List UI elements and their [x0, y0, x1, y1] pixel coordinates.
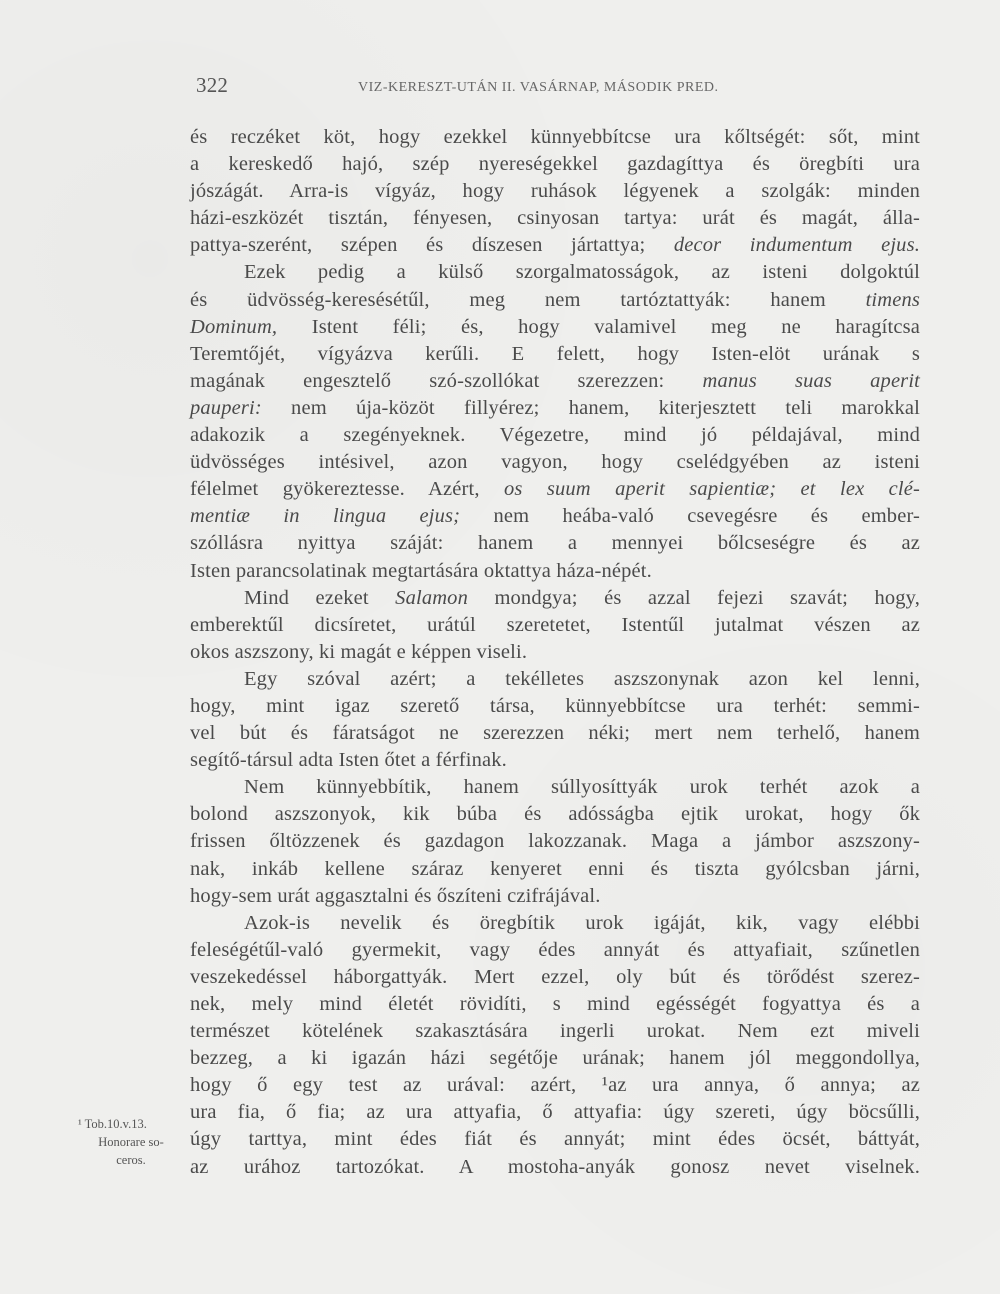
text-line — [190, 639, 920, 666]
text-line — [190, 910, 920, 937]
text-line — [190, 476, 920, 503]
text-run: hogy, mint igaz szerető társa, künnyebbítcse ura terhét: semmi- — [190, 694, 920, 717]
text-line — [190, 991, 920, 1018]
margin-note-line: ¹ Tob.10.v.13. — [78, 1117, 147, 1131]
text-run: frissen őltözzenek és gazdagon lakozzanak. Maga a jámbor aszszony- — [190, 830, 920, 853]
text-run: nem heába-való csevegésre és ember- — [493, 505, 920, 528]
text-line — [190, 937, 920, 964]
text-line — [190, 1126, 920, 1153]
page-header — [190, 73, 912, 97]
text-line — [190, 856, 920, 883]
margin-note — [76, 1115, 186, 1169]
text-line — [190, 287, 920, 314]
text-run: üdvösséges intésivel, azon vagyon, hogy cselédgyében az isteni — [190, 451, 920, 474]
text-line — [190, 747, 920, 774]
text-run: okos aszszony, ki magát e képpen viseli. — [190, 640, 528, 663]
italic-phrase: mentiæ in lingua ejus; — [190, 505, 461, 528]
text-run: szóllásra nyittya száját: hanem a mennyei bőlcseségre és az — [190, 532, 920, 555]
text-run: nak, inkáb kellene száraz kenyeret enni és tiszta gyólcsban járni, — [190, 857, 920, 880]
text-run: Mind ezeket — [244, 586, 369, 609]
text-run: Nem künnyebbítik, hanem súllyosíttyák urok terhét azok a — [244, 776, 920, 799]
text-run: emberektűl dicsíretet, urátúl szeretetet, Istentűl jutalmat vészen az — [190, 613, 920, 636]
text-line — [190, 422, 920, 449]
text-run: feleségétűl-való gyermekit, vagy édes annyát és attyafiait, szűnetlen — [190, 938, 920, 961]
text-run: magának engesztelő szó-szollókat szerezzen: — [190, 369, 665, 392]
body-text — [190, 124, 920, 1181]
text-line — [190, 449, 920, 476]
text-line — [190, 205, 920, 232]
text-run: és üdvösség-keresésétűl, meg nem tartóztattyák: hanem — [190, 288, 826, 311]
text-run: veszekedéssel háborgattyák. Mert ezzel, oly bút és törődést szerez- — [190, 965, 920, 988]
text-run: hogy-sem urát aggasztalni és őszíteni czifrájával. — [190, 884, 601, 907]
text-run: mondgya; és azzal fejezi szavát; hogy, — [494, 586, 920, 609]
text-run: vel bút és fáratságot ne szerezzen néki; mert nem terhelő, hanem — [190, 722, 920, 745]
text-line — [190, 693, 920, 720]
text-line — [190, 232, 920, 259]
text-line — [190, 558, 920, 585]
text-line — [190, 964, 920, 991]
text-run: nem úja-közöt fillyérez; hanem, kiterjesztett teli marokkal — [291, 396, 920, 419]
text-line — [190, 720, 920, 747]
italic-phrase: os suum aperit sapientiæ; et lex clé- — [504, 478, 920, 501]
text-line — [190, 314, 920, 341]
text-line — [190, 774, 920, 801]
text-run: hogy ő egy test az urával: azért, ¹az ura annya, ő annya; az — [190, 1074, 920, 1097]
text-run: az urához tartozókat. A mostoha-anyák gonosz nevet viselnek. — [190, 1155, 920, 1178]
italic-phrase: decor indumentum ejus. — [673, 234, 920, 257]
text-line — [190, 341, 920, 368]
text-line — [190, 585, 920, 612]
text-line — [190, 1099, 920, 1126]
text-run: és reczéket köt, hogy ezekkel künnyebbítcse ura kőltségét: sőt, mint — [190, 126, 920, 148]
text-run: természet kötelének szakasztására ingerli urokat. Nem ezt miveli — [190, 1020, 920, 1043]
text-line — [190, 1154, 920, 1181]
text-line — [190, 883, 920, 910]
italic-phrase: manus suas aperit — [702, 369, 921, 392]
text-line — [190, 1018, 920, 1045]
text-run: adakozik a szegényeknek. Végezetre, mind jó példajával, mind — [190, 424, 920, 447]
text-line — [190, 612, 920, 639]
text-line — [190, 124, 920, 151]
text-line — [190, 178, 920, 205]
text-run: úgy tarttya, mint édes fiát és annyát; mint édes öcsét, báttyát, — [190, 1128, 920, 1151]
text-line — [190, 259, 920, 286]
text-run: bezzeg, a ki igazán házi segétője urának; hanem jól meggondollya, — [190, 1047, 920, 1070]
text-run: Azok-is nevelik és öregbítik urok igáját, kik, vagy elébbi — [244, 911, 920, 934]
margin-note-line: Honorare so- — [98, 1135, 164, 1149]
text-run: bolond aszszonyok, kik búba és adósságba ejtik urokat, hogy ők — [190, 803, 920, 826]
italic-phrase: timens — [865, 288, 920, 311]
text-run: segítő-társul adta Isten őtet a férfinak. — [190, 749, 507, 772]
text-line — [190, 666, 920, 693]
text-line — [190, 828, 920, 855]
text-line — [190, 1072, 920, 1099]
text-run: Isten parancsolatinak megtartására oktattya háza-népét. — [190, 559, 652, 582]
text-run: pattya-szerént, szépen és díszesen jártattya; — [190, 234, 646, 257]
text-run: félelmet gyökereztesse. Azért, — [190, 478, 480, 501]
text-run: Ezek pedig a külső szorgalmatosságok, az isteni dolgoktúl — [244, 261, 920, 284]
italic-phrase: pauperi: — [190, 396, 262, 419]
text-line — [190, 368, 920, 395]
italic-phrase: Dominum, — [190, 315, 278, 338]
text-run: Teremtőjét, vígyázva kerűli. E felett, hogy Isten-elöt urának s — [190, 342, 920, 365]
text-run: nek, mely mind életét rövidíti, s mind egésségét fogyattya és a — [190, 993, 920, 1015]
text-run: Egy szóval azért; a tekélletes aszszonynak azon kel lenni, — [244, 667, 920, 690]
text-line — [190, 530, 920, 557]
text-run: jószágát. Arra-is vígyáz, hogy ruhások légyenek a szolgák: minden — [190, 180, 920, 203]
italic-phrase: Salamon — [395, 586, 468, 609]
running-title: VIZ-KERESZT-UTÁN II. VASÁRNAP, MÁSODIK PRED. — [358, 80, 719, 95]
text-run: a kereskedő hajó, szép nyereségekkel gazdagíttya és öregbíti ura — [190, 153, 920, 176]
text-line — [190, 151, 920, 178]
text-run: ura fia, ő fia; az ura attyafia, ő attyafia: úgy szereti, úgy böcsűlli, — [190, 1101, 920, 1124]
page-number: 322 — [196, 73, 229, 97]
text-run: Istent féli; és, hogy valamivel meg ne haragítcsa — [311, 315, 921, 338]
text-line — [190, 801, 920, 828]
text-line — [190, 503, 920, 530]
text-line — [190, 395, 920, 422]
text-run: házi-eszközét tisztán, fényesen, csinyosan tartya: urát és magát, álla- — [190, 207, 920, 230]
margin-note-line: ceros. — [116, 1153, 146, 1167]
text-line — [190, 1045, 920, 1072]
